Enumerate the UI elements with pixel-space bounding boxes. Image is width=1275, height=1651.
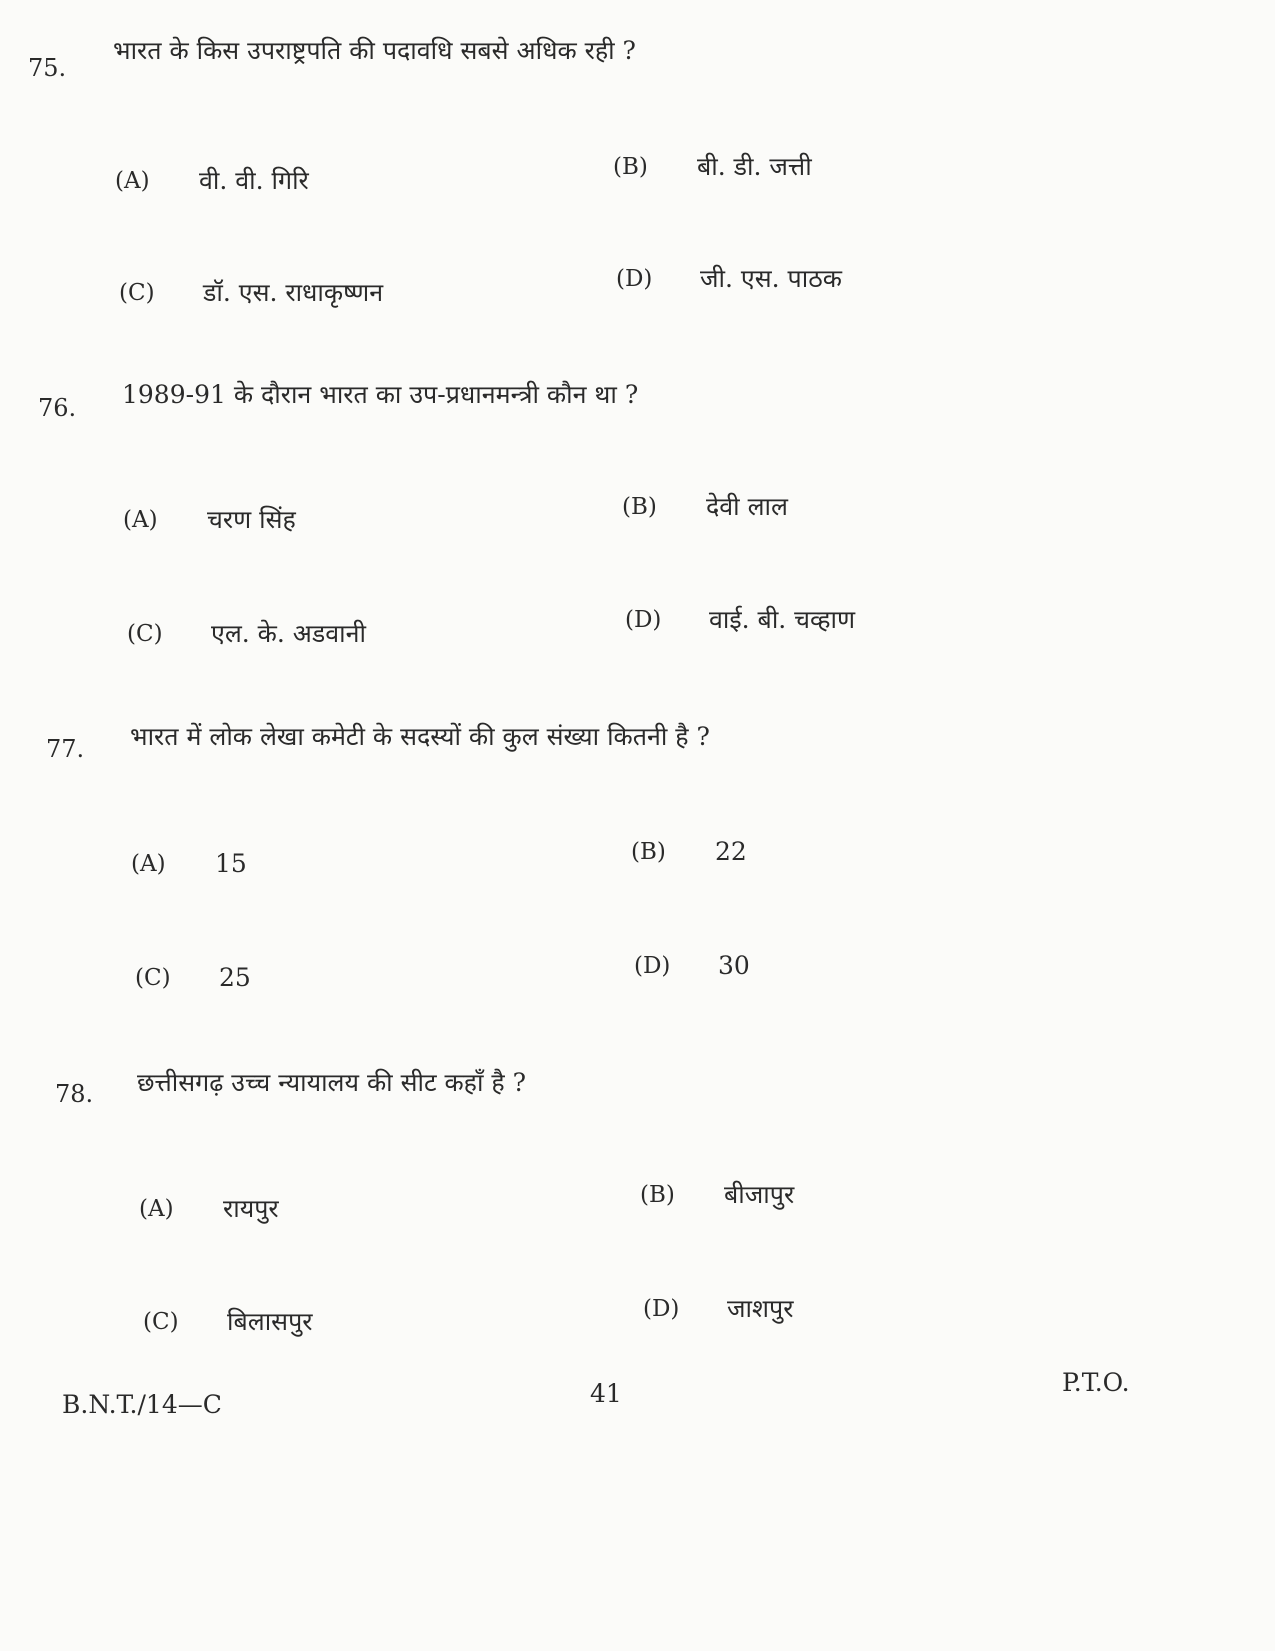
option-label: (B) <box>631 839 666 865</box>
option-label: (B) <box>622 494 657 520</box>
option-text: बी. डी. जत्ती <box>697 152 812 181</box>
question-number: 78. <box>55 1080 94 1108</box>
option-label: (A) <box>115 168 150 194</box>
option-text: देवी लाल <box>706 492 788 521</box>
question-text: भारत के किस उपराष्ट्रपति की पदावधि सबसे अधिक रही ? <box>113 36 636 65</box>
option-label: (C) <box>119 280 155 306</box>
option-text: डॉ. एस. राधाकृष्णन <box>203 278 384 307</box>
option-label: (D) <box>625 607 662 633</box>
pto-note: P.T.O. <box>1062 1368 1130 1397</box>
option-label: (B) <box>640 1182 675 1208</box>
option-label: (C) <box>127 621 163 647</box>
option-label: (C) <box>143 1309 179 1335</box>
option-text: एल. के. अडवानी <box>211 619 366 648</box>
option-label: (B) <box>613 154 648 180</box>
question-number: 77. <box>46 735 85 763</box>
option-text: 15 <box>215 849 247 878</box>
question-text: छत्तीसगढ़ उच्च न्यायालय की सीट कहाँ है ? <box>137 1068 527 1097</box>
option-text: 30 <box>718 951 750 980</box>
option-text: 25 <box>219 963 251 992</box>
option-text: बिलासपुर <box>227 1307 313 1336</box>
option-label: (D) <box>616 266 653 292</box>
option-text: रायपुर <box>223 1194 279 1223</box>
question-text: भारत में लोक लेखा कमेटी के सदस्यों की कुल संख्या कितनी है ? <box>130 722 710 751</box>
option-label: (A) <box>139 1196 174 1222</box>
question-text: 1989-91 के दौरान भारत का उप-प्रधानमन्त्री कौन था ? <box>122 380 639 409</box>
option-text: जाशपुर <box>727 1294 794 1323</box>
option-text: 22 <box>715 837 747 866</box>
option-label: (A) <box>123 507 158 533</box>
option-label: (D) <box>634 953 671 979</box>
option-label: (D) <box>643 1296 680 1322</box>
option-text: वाई. बी. चव्हाण <box>709 605 856 634</box>
option-text: चरण सिंह <box>207 505 296 534</box>
paper-code: B.N.T./14—C <box>62 1390 222 1419</box>
page-number: 41 <box>590 1379 622 1408</box>
option-text: जी. एस. पाठक <box>700 264 842 293</box>
option-label: (C) <box>135 965 171 991</box>
option-label: (A) <box>131 851 166 877</box>
option-text: वी. वी. गिरि <box>199 166 309 195</box>
question-number: 76. <box>38 394 77 422</box>
question-number: 75. <box>28 54 67 82</box>
option-text: बीजापुर <box>724 1180 795 1209</box>
